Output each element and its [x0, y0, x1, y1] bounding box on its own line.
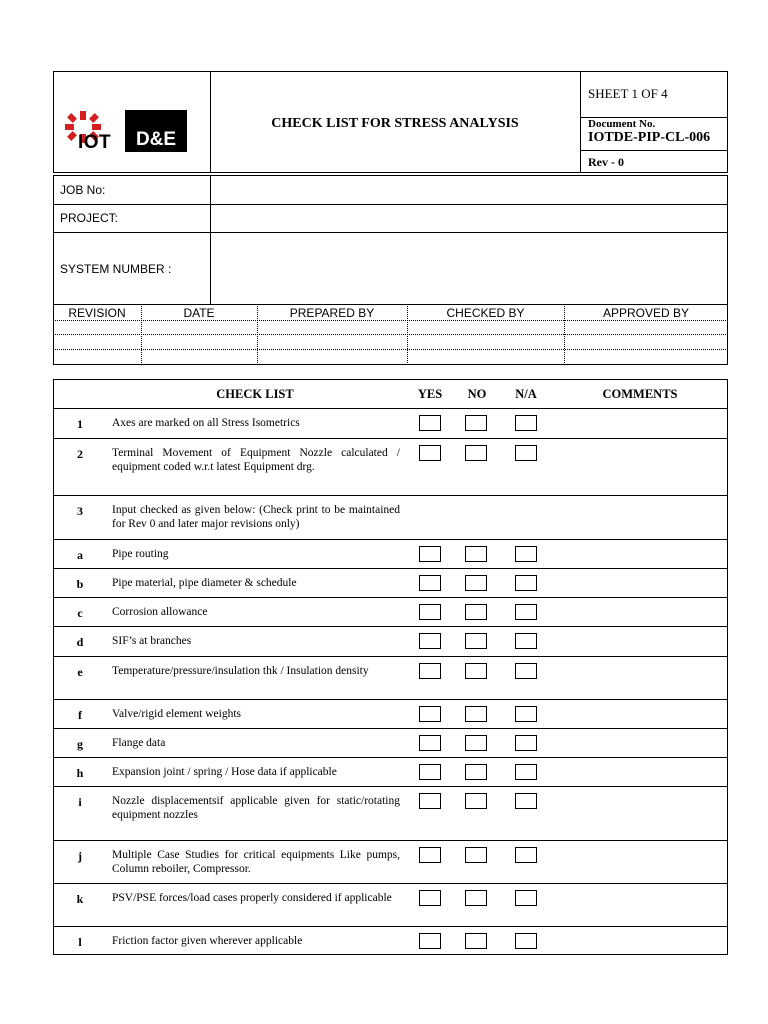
item-text: Flange data — [112, 737, 166, 749]
row-divider — [53, 568, 728, 569]
item-text: Nozzle displacementsif applicable given for static/rotating equipment nozzles — [112, 795, 400, 821]
row-divider — [53, 757, 728, 758]
no-checkbox[interactable] — [465, 933, 487, 949]
item-number: g — [77, 737, 83, 751]
document-no: IOTDE-PIP-CL-006 — [588, 130, 711, 145]
item-number: a — [77, 548, 83, 562]
na-checkbox[interactable] — [515, 764, 537, 780]
item-number: 2 — [77, 447, 83, 461]
yes-header: YES — [417, 387, 443, 401]
item-number: j — [78, 849, 82, 863]
revision-grid-line — [53, 334, 728, 335]
yes-checkbox[interactable] — [419, 735, 441, 751]
checklist-header-rule — [53, 408, 728, 409]
logo-text-iot: IOT — [78, 132, 112, 153]
item-number: e — [77, 665, 83, 679]
comments-header: COMMENTS — [602, 387, 678, 401]
item-text: Corrosion allowance — [112, 606, 208, 618]
row-divider — [53, 539, 728, 540]
project-rule — [53, 232, 728, 233]
na-checkbox[interactable] — [515, 890, 537, 906]
revision-grid-col — [407, 304, 408, 365]
no-checkbox[interactable] — [465, 663, 487, 679]
checklist-header: CHECK LIST — [216, 387, 294, 401]
na-checkbox[interactable] — [515, 633, 537, 649]
logo-text-de-block — [125, 110, 187, 152]
na-checkbox[interactable] — [515, 663, 537, 679]
no-checkbox[interactable] — [465, 890, 487, 906]
row-divider — [53, 495, 728, 496]
item-text: Input checked as given below: (Check print to be maintained for Rev 0 and later major revisions only) — [112, 504, 400, 530]
na-checkbox[interactable] — [515, 604, 537, 620]
no-checkbox[interactable] — [465, 793, 487, 809]
na-checkbox[interactable] — [515, 575, 537, 591]
date-header: DATE — [183, 306, 215, 320]
item-text: Valve/rigid element weights — [112, 708, 242, 720]
header-divider-right — [580, 71, 581, 173]
na-header: N/A — [515, 387, 537, 401]
system-rule — [53, 304, 728, 305]
yes-checkbox[interactable] — [419, 793, 441, 809]
document-no-label: Document No. — [588, 118, 656, 130]
item-number: f — [78, 708, 82, 722]
na-checkbox[interactable] — [515, 933, 537, 949]
approved-by-header: APPROVED BY — [602, 306, 690, 320]
na-checkbox[interactable] — [515, 445, 537, 461]
no-checkbox[interactable] — [465, 706, 487, 722]
revision-grid-col — [257, 304, 258, 365]
item-number: l — [78, 935, 82, 949]
checked-by-header: CHECKED BY — [446, 306, 525, 320]
no-checkbox[interactable] — [465, 735, 487, 751]
item-text: Axes are marked on all Stress Isometrics — [112, 417, 300, 429]
item-text: Pipe material, pipe diameter & schedule — [112, 577, 297, 589]
revision-label: Rev - 0 — [588, 155, 624, 169]
yes-checkbox[interactable] — [419, 575, 441, 591]
yes-checkbox[interactable] — [419, 663, 441, 679]
row-divider — [53, 438, 728, 439]
no-checkbox[interactable] — [465, 604, 487, 620]
revision-grid-col — [141, 304, 142, 365]
na-checkbox[interactable] — [515, 546, 537, 562]
item-text: PSV/PSE forces/load cases properly considered if applicable — [112, 892, 392, 904]
revision-grid-line — [53, 320, 728, 321]
item-number: 3 — [77, 504, 83, 518]
na-checkbox[interactable] — [515, 847, 537, 863]
prepared-by-header: PREPARED BY — [289, 306, 375, 320]
row-divider — [53, 786, 728, 787]
item-number: k — [76, 892, 84, 906]
revision-grid-col — [564, 304, 565, 365]
yes-checkbox[interactable] — [419, 604, 441, 620]
company-logo — [62, 110, 187, 152]
na-checkbox[interactable] — [515, 706, 537, 722]
na-checkbox[interactable] — [515, 735, 537, 751]
row-divider — [53, 597, 728, 598]
row-divider — [53, 699, 728, 700]
yes-checkbox[interactable] — [419, 415, 441, 431]
job-info-divider — [210, 175, 211, 304]
item-text: SIF’s at branches — [112, 635, 192, 647]
job-no-label: JOB No: — [60, 183, 106, 197]
item-text: Pipe routing — [112, 548, 169, 560]
no-checkbox[interactable] — [465, 546, 487, 562]
no-checkbox[interactable] — [465, 445, 487, 461]
no-checkbox[interactable] — [465, 633, 487, 649]
project-label: PROJECT: — [60, 211, 119, 225]
item-number: h — [76, 766, 84, 780]
item-number: d — [76, 635, 84, 649]
job-rule — [53, 204, 728, 205]
row-divider — [53, 840, 728, 841]
no-checkbox[interactable] — [465, 415, 487, 431]
item-text: Friction factor given wherever applicable — [112, 935, 303, 947]
na-checkbox[interactable] — [515, 793, 537, 809]
item-number: 1 — [77, 417, 83, 431]
yes-checkbox[interactable] — [419, 706, 441, 722]
yes-checkbox[interactable] — [419, 633, 441, 649]
item-text: Multiple Case Studies for critical equipments Like pumps, Column reboiler, Compressor. — [112, 849, 400, 875]
row-divider — [53, 728, 728, 729]
item-number: b — [76, 577, 84, 591]
row-divider — [53, 926, 728, 927]
yes-checkbox[interactable] — [419, 764, 441, 780]
yes-checkbox[interactable] — [419, 933, 441, 949]
revision-grid-line — [53, 349, 728, 350]
sheet-number: SHEET 1 OF 4 — [588, 86, 668, 101]
no-checkbox[interactable] — [465, 847, 487, 863]
item-number: c — [77, 606, 83, 620]
header-rule-2 — [580, 150, 728, 151]
item-number: i — [78, 795, 82, 809]
yes-checkbox[interactable] — [419, 890, 441, 906]
logo-text-de: D&E — [135, 129, 177, 150]
item-text: Terminal Movement of Equipment Nozzle calculated / equipment coded w.r.t latest Equipment drg. — [112, 447, 400, 473]
item-text: Temperature/pressure/insulation thk / Insulation density — [112, 665, 369, 677]
row-divider — [53, 626, 728, 627]
row-divider — [53, 656, 728, 657]
yes-checkbox[interactable] — [419, 445, 441, 461]
page-title: CHECK LIST FOR STRESS ANALYSIS — [271, 116, 519, 131]
no-header: NO — [467, 387, 487, 401]
no-checkbox[interactable] — [465, 575, 487, 591]
revision-header: REVISION — [68, 306, 126, 320]
system-number-label: SYSTEM NUMBER : — [60, 262, 172, 276]
item-text: Expansion joint / spring / Hose data if applicable — [112, 766, 337, 778]
na-checkbox[interactable] — [515, 415, 537, 431]
yes-checkbox[interactable] — [419, 546, 441, 562]
yes-checkbox[interactable] — [419, 847, 441, 863]
row-divider — [53, 883, 728, 884]
no-checkbox[interactable] — [465, 764, 487, 780]
